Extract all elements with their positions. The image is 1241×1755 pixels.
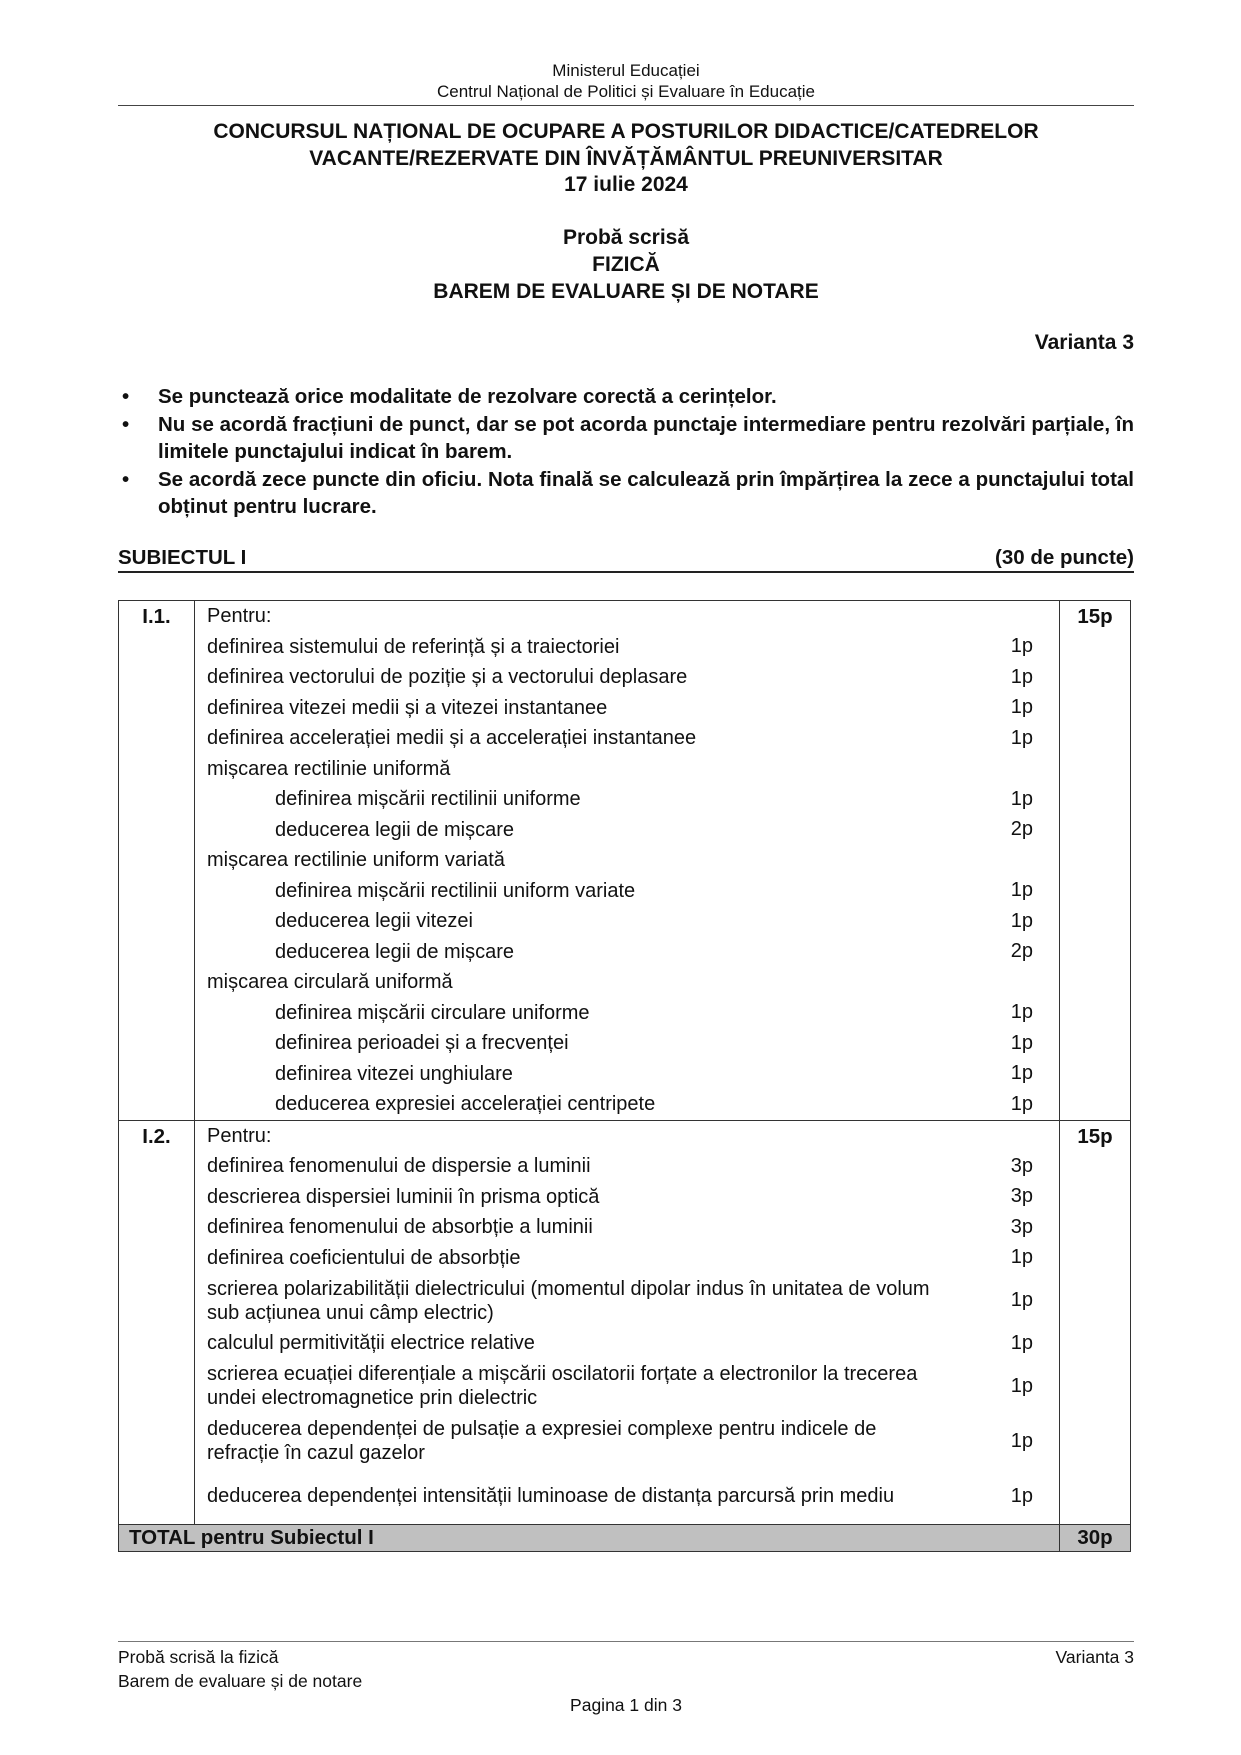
criterion-points: 1p xyxy=(1010,1246,1033,1269)
criterion-points: 1p xyxy=(1010,1062,1033,1085)
criterion-points: 3p xyxy=(1010,1185,1033,1208)
criterion-points: 1p xyxy=(1010,787,1033,810)
table-row xyxy=(195,1059,1059,1090)
table-row xyxy=(195,1028,1059,1059)
table-row xyxy=(195,1273,1059,1328)
criterion-points: 3p xyxy=(1010,1154,1033,1177)
total-value: 30p xyxy=(1077,1525,1113,1549)
page-number: Pagina 1 din 3 xyxy=(570,1695,682,1715)
title-line-2: VACANTE/REZERVATE DIN ÎNVĂȚĂMÂNTUL PREUNIVERSITAR xyxy=(309,147,943,170)
criterion-text: definirea vitezei medii și a vitezei instantanee xyxy=(207,696,608,719)
criterion-text: descrierea dispersiei luminii în prisma optică xyxy=(207,1185,600,1208)
table-row xyxy=(195,1089,1059,1120)
table-row xyxy=(195,845,1059,876)
section-heading xyxy=(118,545,1134,573)
criterion-points: 2p xyxy=(1010,940,1033,963)
criterion-points: 1p xyxy=(1010,1374,1033,1397)
title-line-1: CONCURSUL NAȚIONAL DE OCUPARE A POSTURILOR DIDACTICE/CATEDRELOR xyxy=(213,120,1039,143)
bullet-icon: • xyxy=(122,467,130,491)
criterion-text: definirea sistemului de referință și a traiectoriei xyxy=(207,635,620,658)
table-row xyxy=(195,1469,1059,1524)
criterion-text: definirea fenomenului de dispersie a luminii xyxy=(207,1155,591,1178)
ministry-name: Ministerul Educației xyxy=(552,61,700,80)
criterion-text: scrierea ecuației diferențiale a mișcării oscilatorii forțate a electronilor la trecerea undei electromagnetice prin dielectric xyxy=(207,1363,918,1409)
instruction-text: Se punctează orice modalitate de rezolvare corectă a cerințelor. xyxy=(158,385,777,408)
criterion-points: 1p xyxy=(1010,1331,1033,1354)
table-row xyxy=(195,601,1059,632)
criterion-text: definirea vitezei unghiulare xyxy=(275,1062,513,1085)
footer-doc: Barem de evaluare și de notare xyxy=(118,1671,363,1691)
criterion-points: 1p xyxy=(1010,1092,1033,1115)
scoring-table xyxy=(118,600,1131,1552)
footer-variant: Varianta 3 xyxy=(1055,1647,1134,1667)
criterion-points: 1p xyxy=(1010,909,1033,932)
criterion-text: definirea fenomenului de absorbție a luminii xyxy=(207,1216,593,1239)
criterion-text: definirea coeficientului de absorbție xyxy=(207,1246,521,1269)
criterion-points: 3p xyxy=(1010,1215,1033,1238)
bullet-icon: • xyxy=(122,412,130,436)
criterion-text: deducerea legii de mișcare xyxy=(275,818,515,841)
table-row xyxy=(195,998,1059,1029)
instruction-text: Se acordă zece puncte din oficiu. Nota finală se calculează prin împărțirea la zece a punctajului total obținut pentru lucrare. xyxy=(158,467,1134,518)
criterion-text: definirea accelerației medii și a accelerației instantanee xyxy=(207,727,697,750)
table-row xyxy=(195,632,1059,663)
criterion-text: scrierea polarizabilității dielectricului (momentul dipolar indus în unitatea de volum sub acțiunea unui câmp electric) xyxy=(207,1277,930,1324)
footer-divider xyxy=(118,1641,1134,1642)
table-row xyxy=(195,1328,1059,1359)
table-row xyxy=(195,967,1059,998)
section-total: 15p xyxy=(1077,1124,1113,1148)
criterion-points: 1p xyxy=(1010,1429,1033,1452)
instruction-item xyxy=(118,466,1134,521)
criterion-text: mișcarea rectilinie uniformă xyxy=(207,757,451,780)
criterion-points: 1p xyxy=(1010,1031,1033,1054)
criterion-text: deducerea legii vitezei xyxy=(275,910,473,933)
criterion-text: definirea perioadei și a frecvenței xyxy=(275,1032,569,1055)
criteria-list xyxy=(195,1121,1060,1524)
total-label: TOTAL pentru Subiectul I xyxy=(119,1525,1060,1551)
item-number: I.2. xyxy=(119,1121,195,1524)
criterion-text: mișcarea circulară uniformă xyxy=(207,971,453,994)
section-points: (30 de puncte) xyxy=(995,546,1134,569)
table-row xyxy=(195,1151,1059,1182)
criterion-text: definirea mișcării rectilinii uniform variate xyxy=(275,879,636,902)
variant-label: Varianta 3 xyxy=(1034,331,1134,354)
criterion-text: mișcarea rectilinie uniform variată xyxy=(207,849,505,872)
table-row xyxy=(195,876,1059,907)
criteria-list xyxy=(195,601,1060,1120)
table-row xyxy=(195,1121,1059,1152)
section-title: SUBIECTUL I xyxy=(118,546,247,569)
center-name: Centrul Național de Politici și Evaluare în Educație xyxy=(437,82,815,101)
criterion-points: 2p xyxy=(1010,818,1033,841)
criterion-text: Pentru: xyxy=(207,605,272,628)
section-total: 15p xyxy=(1077,605,1113,628)
instruction-item xyxy=(118,383,1134,411)
exam-subject: FIZICĂ xyxy=(592,253,660,276)
criterion-text: definirea mișcării rectilinii uniforme xyxy=(275,788,581,811)
criterion-points: 1p xyxy=(1010,665,1033,688)
table-row xyxy=(195,723,1059,754)
criterion-points: 1p xyxy=(1010,1484,1033,1507)
bullet-icon: • xyxy=(122,385,130,408)
table-row xyxy=(195,1182,1059,1213)
criterion-text: Pentru: xyxy=(207,1124,272,1147)
table-row xyxy=(195,693,1059,724)
criterion-text: deducerea expresiei accelerației centripete xyxy=(275,1093,656,1116)
instructions-list xyxy=(118,383,1134,521)
criterion-points: 1p xyxy=(1010,696,1033,719)
instruction-item xyxy=(118,411,1134,466)
criterion-text: definirea mișcării circulare uniforme xyxy=(275,1001,590,1024)
table-row xyxy=(195,906,1059,937)
item-number: I.1. xyxy=(119,601,195,1120)
table-row xyxy=(195,815,1059,846)
table-section xyxy=(119,601,1130,1121)
criterion-points: 1p xyxy=(1010,635,1033,658)
criterion-text: definirea vectorului de poziție și a vectorului deplasare xyxy=(207,666,688,689)
criterion-text: deducerea dependenței intensității luminoase de distanța parcursă prin mediu xyxy=(207,1485,895,1507)
exam-type: Probă scrisă xyxy=(562,226,690,249)
table-section xyxy=(119,1121,1130,1525)
table-row xyxy=(195,784,1059,815)
table-row xyxy=(195,937,1059,968)
table-row xyxy=(195,1243,1059,1274)
total-row xyxy=(119,1525,1130,1551)
header-divider xyxy=(118,105,1134,106)
document-title: BAREM DE EVALUARE ȘI DE NOTARE xyxy=(433,280,819,303)
table-row xyxy=(195,1212,1059,1243)
table-row xyxy=(195,1414,1059,1469)
criterion-points: 1p xyxy=(1010,1001,1033,1024)
table-row xyxy=(195,662,1059,693)
table-row xyxy=(195,1359,1059,1414)
criterion-text: deducerea dependenței de pulsație a expresiei complexe pentru indicele de refracție în cazul gazelor xyxy=(207,1418,877,1464)
instruction-text: Nu se acordă fracțiuni de punct, dar se pot acorda punctaje intermediare pentru rezolvări parțiale, în limitele punctajului indicat în barem. xyxy=(158,412,1134,463)
footer-exam: Probă scrisă la fizică xyxy=(118,1647,279,1667)
criterion-points: 1p xyxy=(1010,726,1033,749)
exam-date: 17 iulie 2024 xyxy=(564,173,688,196)
criterion-text: deducerea legii de mișcare xyxy=(275,940,515,963)
table-row xyxy=(195,754,1059,785)
criterion-points: 1p xyxy=(1010,1289,1033,1311)
criterion-text: calculul permitivității electrice relative xyxy=(207,1332,535,1355)
criterion-points: 1p xyxy=(1010,879,1033,902)
